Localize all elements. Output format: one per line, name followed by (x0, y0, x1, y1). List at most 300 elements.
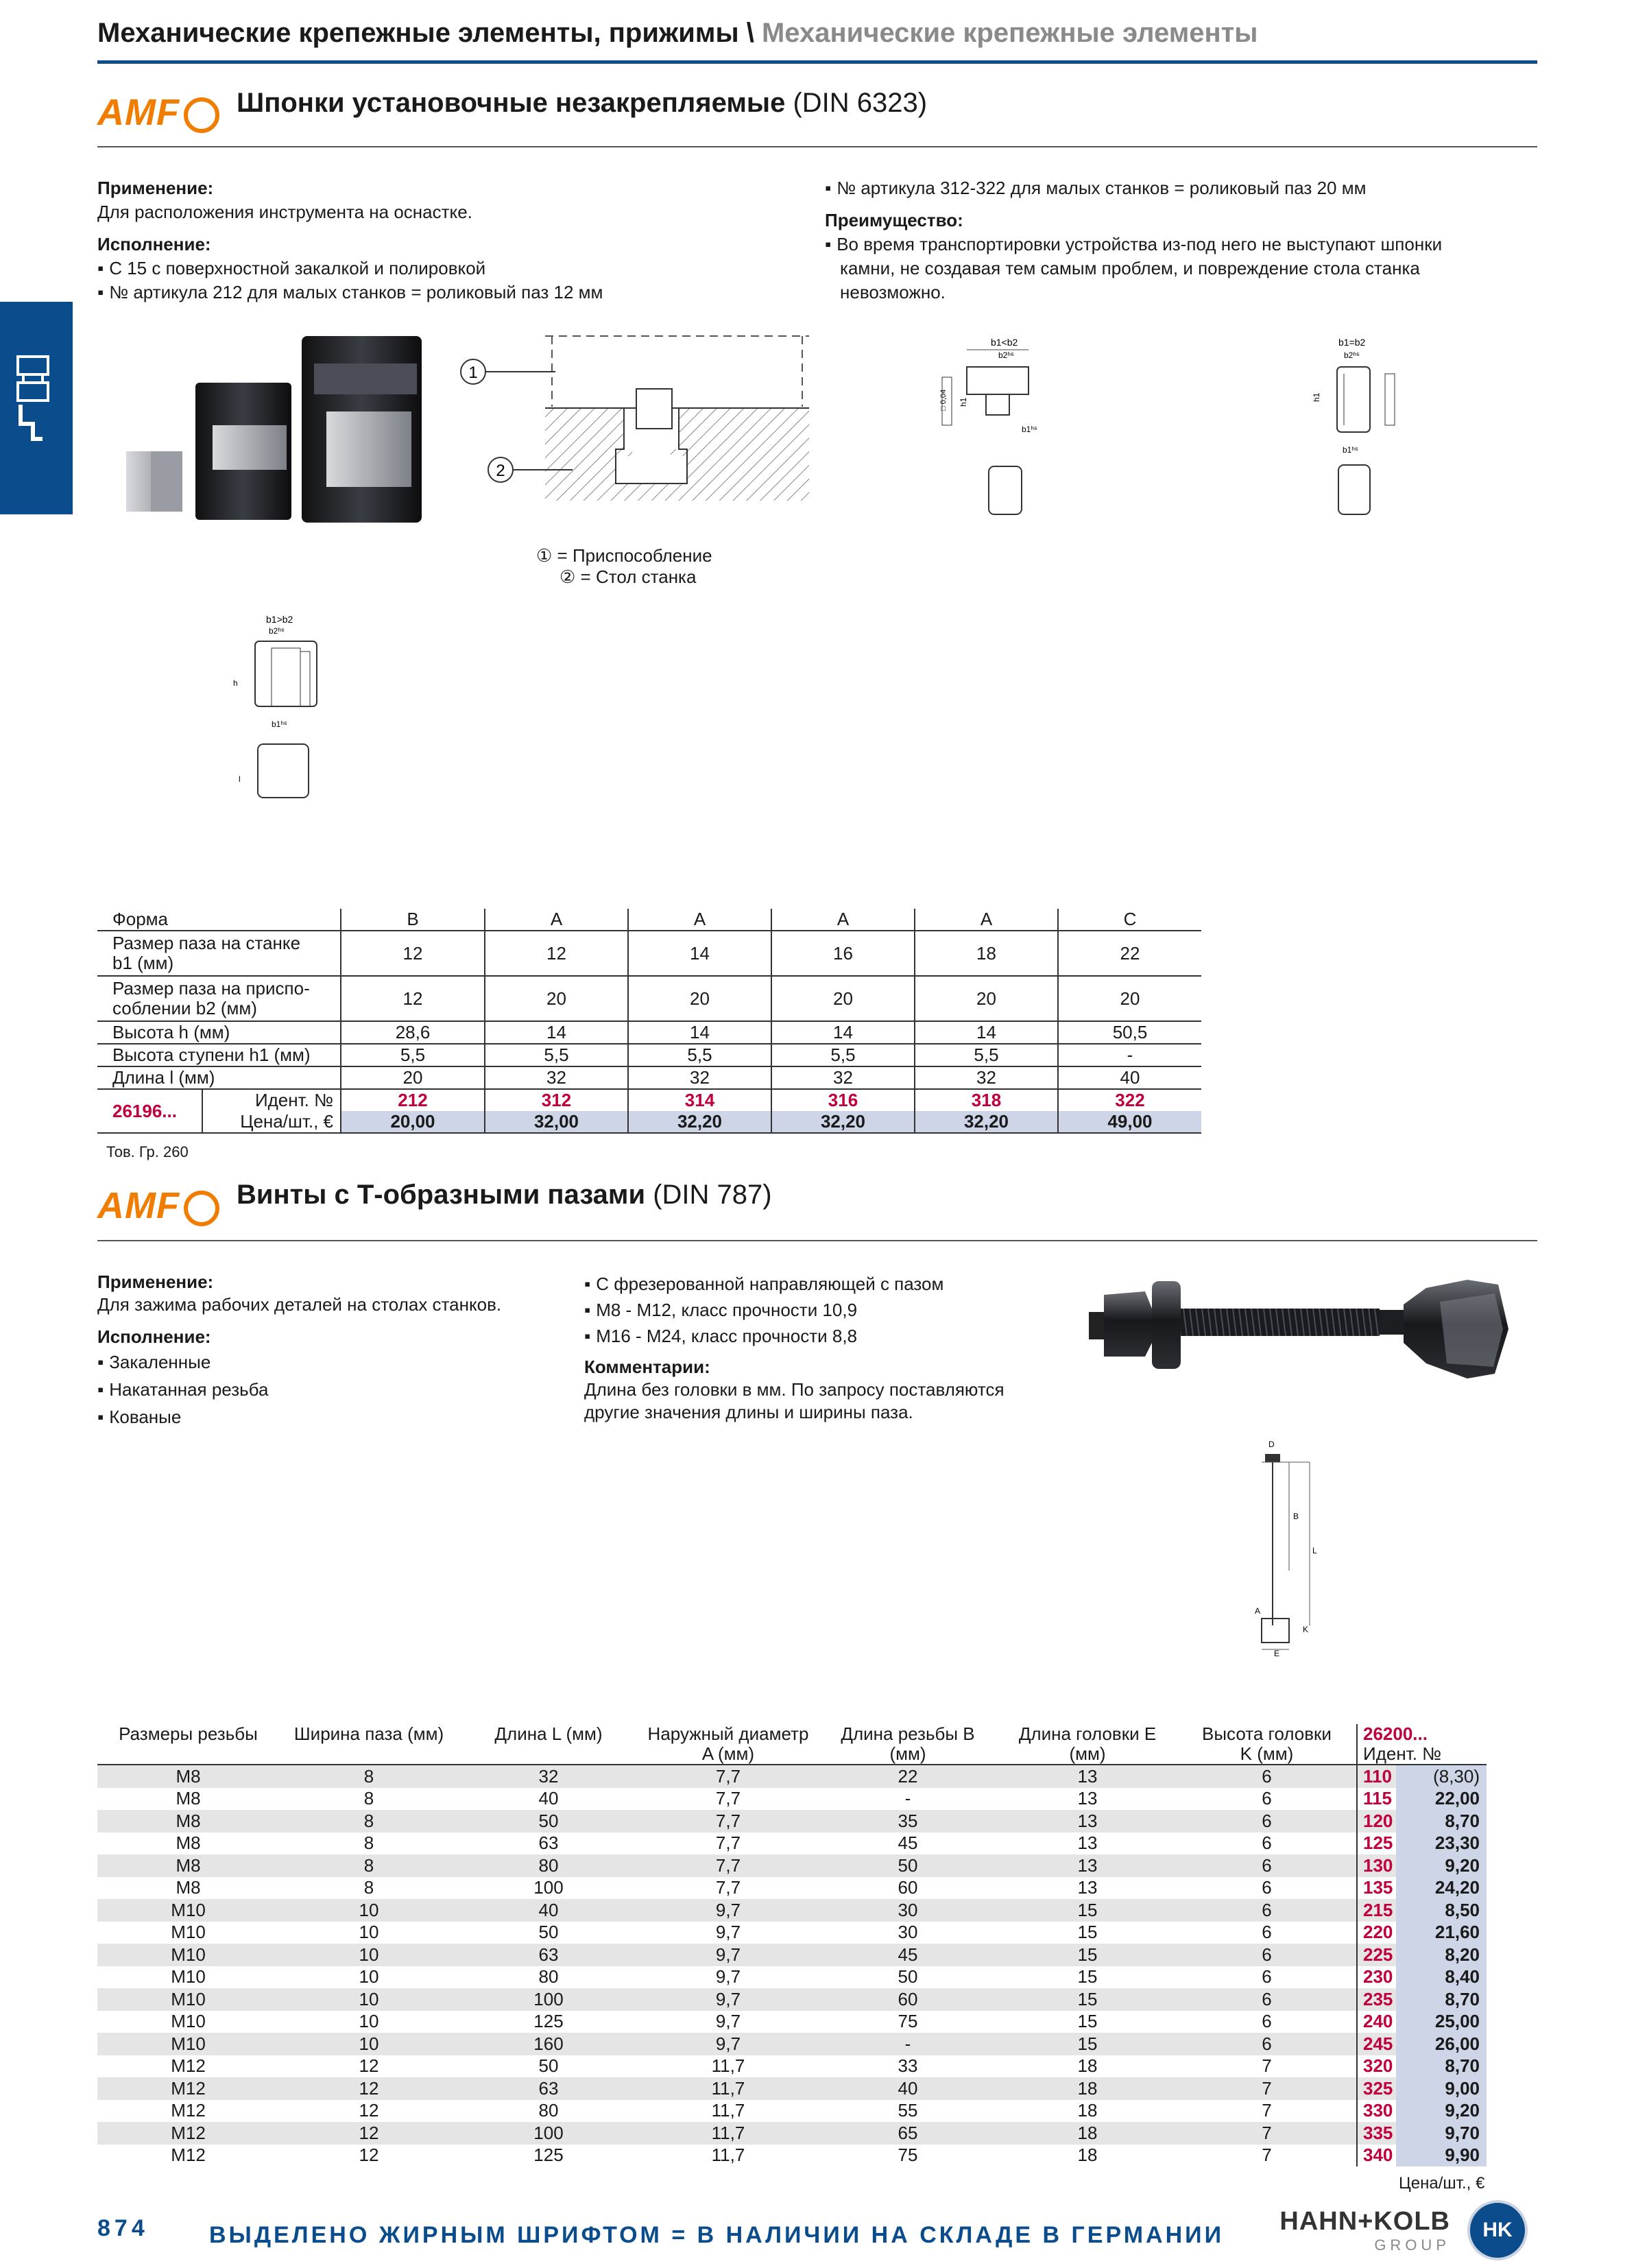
table-row (97, 2077, 1487, 2100)
cell: 20 (628, 976, 771, 1021)
cell: 6 (1262, 1833, 1272, 1854)
cell: 18 (1077, 2100, 1098, 2121)
cell: 7 (1262, 2100, 1272, 2121)
amf-logo-text: AMF (97, 92, 180, 133)
ident-number: 314 (628, 1089, 771, 1111)
cell: 5,5 (628, 1044, 771, 1066)
execution-heading: Исполнение: (97, 1326, 211, 1347)
price: 8,20 (1396, 1944, 1487, 1966)
cell: 14 (915, 1021, 1058, 1044)
price: 32,00 (485, 1111, 628, 1133)
cell: 32 (628, 1066, 771, 1089)
cell: M10 (97, 1988, 279, 2011)
cell: 10 (359, 1966, 379, 1988)
price: (8,30) (1396, 1765, 1487, 1788)
header-line: K (мм) (1240, 1743, 1294, 1764)
cell: 9,7 (715, 1966, 741, 1988)
dim-label: L (1312, 1546, 1317, 1555)
cell: 50 (538, 1922, 559, 1943)
cell: 18 (998, 2077, 1177, 2100)
dim-label: b2ʰ⁶ (998, 350, 1014, 360)
section1-title-text: Шпонки установочные незакрепляемые (237, 88, 786, 118)
clamp-icon (0, 302, 73, 514)
cell: 45 (818, 1944, 998, 1966)
section1-title (237, 88, 927, 119)
price: 8,70 (1396, 1988, 1487, 2011)
ident-number: 215 (1357, 1899, 1396, 1922)
cell: 12 (359, 2055, 379, 2077)
feature-item: ▪ M8 - M12, класс прочности 10,9 (584, 1297, 1005, 1323)
dim-label: D (1268, 1440, 1275, 1449)
column-header (279, 1724, 459, 1765)
ident-header (1357, 1724, 1487, 1765)
cell: 6 (1262, 1788, 1272, 1809)
table-row (97, 1854, 1487, 1877)
row-label: Длина l (мм) (97, 1066, 341, 1089)
cell: 11,7 (711, 2100, 745, 2121)
cell: 160 (459, 2033, 638, 2055)
row-label: Высота h (мм) (97, 1021, 341, 1044)
cell: 18 (1077, 2055, 1098, 2077)
cell: C (1058, 909, 1201, 931)
cell: 6 (1262, 1922, 1272, 1943)
cell: 6 (1177, 1765, 1357, 1788)
cell: 100 (459, 1988, 638, 2011)
legend-item: ① = Приспособление (536, 545, 712, 566)
execution-heading: Исполнение: (97, 234, 211, 254)
cell: 5,5 (485, 1044, 628, 1066)
price: 9,20 (1396, 2100, 1487, 2123)
cell: 9,7 (715, 1922, 741, 1943)
cell: 6 (1177, 1810, 1357, 1833)
cell: 11,7 (638, 2077, 818, 2100)
cell: 13 (1077, 1877, 1098, 1898)
cell: 7,7 (715, 1877, 741, 1898)
header-line: Наружный диаметр (647, 1723, 809, 1744)
table-row (97, 976, 1201, 1021)
dim-label: h1 (1312, 392, 1321, 402)
execution-item: ▪ Кованые (97, 1403, 501, 1431)
cell: 7 (1177, 2122, 1357, 2145)
cell: 63 (459, 2077, 638, 2100)
cell: 40 (538, 1788, 559, 1809)
cell: 6 (1177, 2033, 1357, 2055)
ident-number: 135 (1357, 1877, 1396, 1900)
ident-number: 325 (1357, 2077, 1396, 2100)
cell: 30 (898, 1922, 918, 1943)
cell: 20 (485, 976, 628, 1021)
cell: 9,7 (638, 2033, 818, 2055)
cell: M12 (171, 2055, 206, 2077)
row-label: Высота ступени h1 (мм) (97, 1044, 341, 1066)
header-main: Механические крепежные элементы, прижимы (97, 18, 739, 48)
row-label: Форма (97, 909, 341, 931)
ident-number: 316 (771, 1089, 915, 1111)
price: 22,00 (1396, 1788, 1487, 1811)
cell: 8 (279, 1810, 459, 1833)
cell: 9,7 (638, 1899, 818, 1922)
cell: 50 (459, 1810, 638, 1833)
section-view-diagram (453, 333, 809, 504)
ident-row (97, 1089, 1201, 1111)
dim-label: □ 0,04 (939, 389, 948, 411)
section1-rule (97, 146, 1537, 147)
header-line: Длина L (мм) (494, 1723, 603, 1744)
cell: 5,5 (915, 1044, 1058, 1066)
ident-number: 240 (1357, 2011, 1396, 2033)
cell: 65 (818, 2122, 998, 2145)
cell: 40 (459, 1899, 638, 1922)
cell: 6 (1177, 1854, 1357, 1877)
cell: 125 (533, 2145, 564, 2166)
cell: 100 (459, 2122, 638, 2145)
cell: 50,5 (1058, 1021, 1201, 1044)
cell: 9,7 (638, 1944, 818, 1966)
key-drawing-form-a (933, 336, 1070, 528)
legend-item: ② = Стол станка (560, 566, 697, 587)
column-header (97, 1724, 279, 1765)
column-header (638, 1724, 818, 1765)
dim-label: b1>b2 (266, 614, 293, 625)
cell: 80 (538, 2100, 559, 2121)
section1-text-left (97, 176, 603, 305)
section2-text-left (97, 1271, 501, 1431)
cell: 11,7 (638, 2122, 818, 2145)
price: 9,20 (1396, 1854, 1487, 1877)
execution-item: ▪ С 15 с поверхностной закалкой и полировкой (97, 256, 603, 280)
cell: 12 (279, 2077, 459, 2100)
ident-label: Идент. № (254, 1090, 333, 1110)
page-number: 874 (97, 2215, 149, 2241)
price: 23,30 (1396, 1833, 1487, 1855)
column-header (1177, 1724, 1357, 1765)
cell: M8 (176, 1877, 201, 1898)
table-row (97, 909, 1201, 931)
bolt-drawing (1234, 1440, 1344, 1667)
table-row (97, 1944, 1487, 1966)
cell: B (341, 909, 485, 931)
cell: 32 (915, 1066, 1058, 1089)
article-cell (97, 1089, 341, 1133)
cell: 32 (771, 1066, 915, 1089)
cell: 14 (628, 1021, 771, 1044)
header-rule (97, 60, 1537, 64)
cell: 12 (359, 2100, 379, 2121)
cell: 7 (1262, 2145, 1272, 2166)
ident-number: 120 (1357, 1810, 1396, 1833)
hk-emblem-icon (1467, 2200, 1528, 2260)
dim-label: b2ʰ⁶ (269, 626, 285, 636)
price-label: Цена/шт., € (1399, 2174, 1485, 2193)
cell: 7 (1177, 2077, 1357, 2100)
cell: 8 (279, 1765, 459, 1788)
execution-item: ▪ Закаленные (97, 1348, 501, 1376)
cell: 60 (898, 1877, 918, 1898)
cell: M12 (97, 2077, 279, 2100)
row-label-line: соблении b2 (мм) (112, 998, 257, 1018)
cell: 32 (459, 1765, 638, 1788)
cell: 15 (998, 2033, 1177, 2055)
cell: 13 (998, 1854, 1177, 1877)
cell: 6 (1177, 1988, 1357, 2011)
amf-logo (97, 1184, 219, 1227)
cell: 40 (1058, 1066, 1201, 1089)
cell: 10 (279, 1899, 459, 1922)
price: 32,20 (915, 1111, 1058, 1133)
cell: 80 (459, 1854, 638, 1877)
header-line: A (мм) (701, 1743, 755, 1764)
article-prefix: 26200... (1363, 1723, 1428, 1744)
header-line: Ширина паза (мм) (293, 1723, 444, 1744)
cell: M8 (176, 1788, 201, 1809)
cell: A (915, 909, 1058, 931)
table-row (97, 1877, 1487, 1900)
bolts-table-body (97, 1765, 1487, 2166)
price: 8,70 (1396, 1810, 1487, 1833)
price: 49,00 (1058, 1111, 1201, 1133)
dim-label: h (233, 678, 238, 688)
cell: 7,7 (638, 1854, 818, 1877)
cell: 11,7 (711, 2145, 745, 2166)
application-heading: Применение: (97, 1272, 214, 1292)
cell: 15 (1077, 2011, 1098, 2032)
cell: 14 (771, 1021, 915, 1044)
cell: 9,7 (638, 1988, 818, 2011)
dim-label: E (1274, 1649, 1280, 1658)
execution-item: ▪ № артикула 212 для малых станков = роликовый паз 12 мм (97, 280, 603, 305)
price: 8,50 (1396, 1899, 1487, 1922)
cell: 28,6 (341, 1021, 485, 1044)
cell: 12 (279, 2122, 459, 2145)
price: 21,60 (1396, 1922, 1487, 1944)
table-row (97, 2055, 1487, 2078)
advantage-heading: Преимущество: (825, 210, 963, 230)
feature-item: ▪ С фрезерованной направляющей с пазом (584, 1271, 1005, 1297)
cell: 15 (998, 1899, 1177, 1922)
section2-rule (97, 1240, 1537, 1241)
price: 9,70 (1396, 2122, 1487, 2145)
cell: 45 (898, 1833, 918, 1854)
cell: 6 (1177, 1944, 1357, 1966)
cell: 9,7 (715, 2011, 741, 2032)
table-row (97, 1788, 1487, 1811)
advantage-text: ▪ Во время транспортировки устройства из-под него не выступают шпонки (825, 232, 1442, 256)
execution-item: ▪ Накатанная резьба (97, 1376, 501, 1403)
table-row (97, 1765, 1487, 1788)
dim-label: b2ʰ⁶ (1344, 350, 1360, 360)
key-drawing-form-b (219, 610, 329, 816)
cell: 8 (279, 1854, 459, 1877)
section1-norm: (DIN 6323) (785, 88, 928, 118)
cell: M10 (171, 1922, 206, 1943)
brand-name: HAHN+KOLB (1279, 2207, 1450, 2236)
dim-label: l (239, 774, 241, 784)
cell: 16 (771, 931, 915, 976)
column-header (818, 1724, 998, 1765)
application-text: Для расположения инструмента на оснастке. (97, 202, 472, 222)
cell: 7,7 (715, 1788, 741, 1809)
application-heading: Применение: (97, 178, 214, 198)
cell: - (1058, 1044, 1201, 1066)
cell: - (904, 1788, 911, 1809)
cell: 8 (363, 1788, 374, 1809)
ident-number: 330 (1357, 2100, 1396, 2123)
ident-number: 225 (1357, 1944, 1396, 1966)
cell: 40 (818, 2077, 998, 2100)
section2-norm: (DIN 787) (645, 1180, 772, 1210)
cell: 55 (898, 2100, 918, 2121)
ident-number: 130 (1357, 1854, 1396, 1877)
cell: 20 (341, 1066, 485, 1089)
cell: M10 (97, 1944, 279, 1966)
bolt-product-image (1083, 1254, 1522, 1391)
ident-number: 235 (1357, 1988, 1396, 2011)
table-row (97, 1021, 1201, 1044)
ident-number: 110 (1357, 1765, 1396, 1788)
dim-label: b1<b2 (991, 337, 1018, 348)
keys-table (97, 909, 1201, 1134)
price: 8,70 (1396, 2055, 1487, 2078)
key-product-image (110, 329, 432, 535)
cell: 7 (1262, 2055, 1272, 2077)
cell: 14 (485, 1021, 628, 1044)
cell: M12 (97, 2122, 279, 2145)
table-row (97, 2145, 1487, 2167)
cell: 15 (1077, 1966, 1098, 1988)
price: 32,20 (628, 1111, 771, 1133)
table-row (97, 2033, 1487, 2055)
drawing-legend (536, 545, 712, 588)
price: 32,20 (771, 1111, 915, 1133)
cell: 13 (998, 1810, 1177, 1833)
cell: 15 (998, 1988, 1177, 2011)
ident-label: Идент. № (1363, 1743, 1442, 1764)
cell: M8 (97, 1854, 279, 1877)
cell: 75 (898, 2145, 918, 2166)
header-line: Длина головки E (1018, 1723, 1157, 1744)
cell: M8 (97, 1765, 279, 1788)
cell: 10 (279, 2033, 459, 2055)
ident-number: 340 (1357, 2145, 1396, 2167)
ident-number: 212 (341, 1089, 485, 1111)
product-group: Тов. Гр. 260 (106, 1143, 189, 1160)
price: 24,20 (1396, 1877, 1487, 1900)
cell: 50 (818, 1854, 998, 1877)
price: 20,00 (341, 1111, 485, 1133)
dim-label: h1 (959, 397, 968, 407)
table-row (97, 931, 1201, 976)
cell: 10 (279, 1944, 459, 1966)
feature-item: ▪ M16 - M24, класс прочности 8,8 (584, 1323, 1005, 1349)
cell: M10 (97, 2033, 279, 2055)
table-row (97, 1044, 1201, 1066)
cell: M12 (171, 2100, 206, 2121)
cell: 20 (1058, 976, 1201, 1021)
callout-2-label: 2 (496, 462, 505, 480)
price: 8,40 (1396, 1966, 1487, 1989)
cell: 6 (1262, 1877, 1272, 1898)
advantage-text: камни, не создавая тем самым проблем, и повреждение стола станка (840, 258, 1420, 278)
cell: 20 (915, 976, 1058, 1021)
cell: 12 (341, 976, 485, 1021)
dim-label: A (1255, 1606, 1261, 1616)
cell: 10 (359, 2011, 379, 2032)
table-row (97, 2011, 1487, 2033)
ident-number: 230 (1357, 1966, 1396, 1989)
cell: 30 (818, 1899, 998, 1922)
execution-item: ▪ № артикула 312-322 для малых станков = роликовый паз 20 мм (825, 176, 1442, 200)
comments-heading: Комментарии: (584, 1357, 710, 1377)
ident-number: 115 (1357, 1788, 1396, 1811)
cell: 5,5 (341, 1044, 485, 1066)
section2-text-mid (584, 1271, 1005, 1424)
dim-label: b1ʰ⁶ (1022, 425, 1037, 434)
table-row (97, 1810, 1487, 1833)
price: 26,00 (1396, 2033, 1487, 2055)
price: 25,00 (1396, 2011, 1487, 2033)
cell: 8 (363, 1877, 374, 1898)
header-sub: Механические крепежные элементы (761, 18, 1258, 48)
table-row (97, 1966, 1487, 1989)
row-label (97, 931, 341, 976)
cell: 18 (998, 2122, 1177, 2145)
cell: 63 (459, 1944, 638, 1966)
application-text: Для зажима рабочих деталей на столах станков. (97, 1294, 502, 1315)
ident-number: 245 (1357, 2033, 1396, 2055)
cell: 13 (998, 1765, 1177, 1788)
ident-number: 125 (1357, 1833, 1396, 1855)
header-separator: \ (738, 18, 762, 48)
cell: M10 (171, 2011, 206, 2032)
cell: 18 (915, 931, 1058, 976)
table-header-row (97, 1724, 1487, 1765)
cell: 22 (818, 1765, 998, 1788)
table-row (97, 1988, 1487, 2011)
bolts-table (97, 1724, 1487, 2166)
cell: 8 (363, 1833, 374, 1854)
cell: A (485, 909, 628, 931)
table-row (97, 1899, 1487, 1922)
header-line: Высота головки (1202, 1723, 1332, 1744)
cell: 33 (898, 2055, 918, 2077)
cell: 12 (359, 2145, 379, 2166)
brand-mark: HK (1482, 2219, 1513, 2241)
ident-number: 335 (1357, 2122, 1396, 2145)
amf-logo-text: AMF (97, 1185, 180, 1226)
ident-number: 312 (485, 1089, 628, 1111)
cell: 5,5 (771, 1044, 915, 1066)
cell: 14 (628, 931, 771, 976)
hahn-kolb-logo (1244, 2207, 1450, 2254)
table-row (97, 1066, 1201, 1089)
cell: 50 (898, 1966, 918, 1988)
price-label: Цена/шт., € (240, 1111, 333, 1132)
cell: 125 (533, 2011, 564, 2032)
section1-text-right (825, 176, 1442, 305)
cell: 10 (359, 1922, 379, 1943)
header-line: Длина резьбы B (841, 1723, 975, 1744)
cell: 12 (341, 931, 485, 976)
table-row (97, 2122, 1487, 2145)
amf-logo (97, 91, 219, 134)
ident-number: 320 (1357, 2055, 1396, 2078)
table-row (97, 2100, 1487, 2123)
cell: 6 (1262, 2011, 1272, 2032)
cell: 100 (533, 1877, 564, 1898)
cell: M10 (97, 1899, 279, 1922)
dim-label: b1=b2 (1338, 337, 1366, 348)
row-label-line: Размер паза на приспо- (112, 978, 310, 999)
